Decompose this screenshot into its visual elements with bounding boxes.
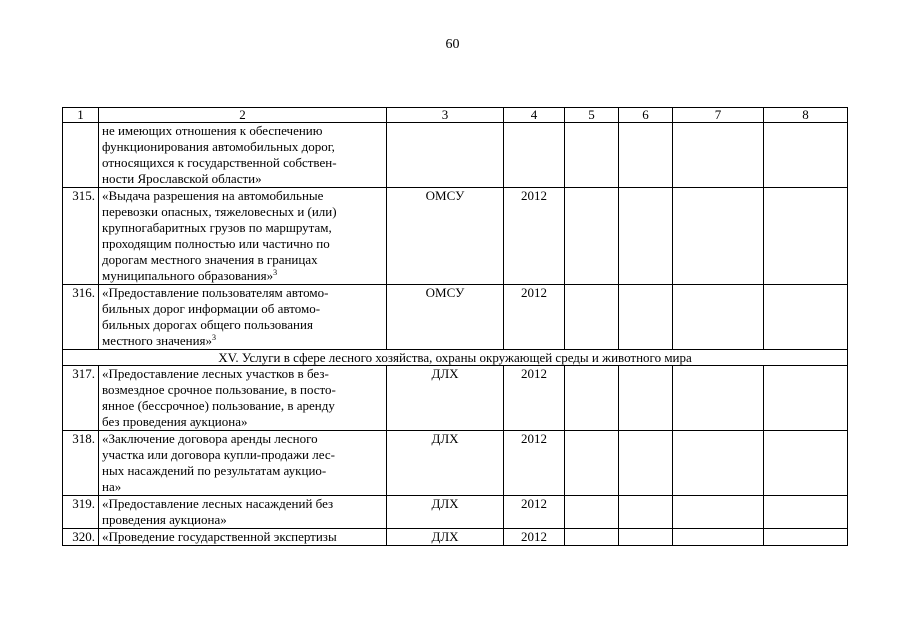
service-name-line	[102, 204, 383, 220]
empty-cell	[619, 285, 673, 350]
service-name-text: без проведения аукциона»	[102, 414, 248, 429]
service-name	[99, 366, 387, 431]
column-number: 5	[565, 108, 619, 123]
service-name-line	[102, 333, 383, 349]
service-name-text: «Проведение государственной экспертизы	[102, 529, 337, 544]
service-name	[99, 285, 387, 350]
service-name-line	[102, 123, 383, 139]
service-name-text: бильных дорогах общего пользования	[102, 317, 313, 332]
service-name-text: на»	[102, 479, 122, 494]
responsible-body: ОМСУ	[387, 285, 504, 350]
empty-cell	[673, 366, 764, 431]
column-number: 1	[63, 108, 99, 123]
service-name-text: ных насаждений по результатам аукцио-	[102, 463, 327, 478]
service-name-line	[102, 317, 383, 333]
service-name-line	[102, 463, 383, 479]
service-name-text: функционирования автомобильных дорог,	[102, 139, 335, 154]
empty-cell	[565, 496, 619, 529]
service-number: 319.	[63, 496, 99, 529]
service-name-text: «Предоставление лесных насаждений без	[102, 496, 334, 511]
empty-cell	[764, 431, 848, 496]
column-number: 4	[504, 108, 565, 123]
service-name-line	[102, 496, 383, 512]
empty-cell	[673, 496, 764, 529]
service-name-text: не имеющих отношения к обеспечению	[102, 123, 323, 138]
service-name-text: янное (бессрочное) пользование, в аренду	[102, 398, 335, 413]
service-name-line	[102, 398, 383, 414]
service-number: 315.	[63, 188, 99, 285]
service-name-text: «Предоставление пользователям автомо-	[102, 285, 329, 300]
year-cell: 2012	[504, 431, 565, 496]
empty-cell	[565, 285, 619, 350]
year-cell: 2012	[504, 188, 565, 285]
year-cell: 2012	[504, 496, 565, 529]
service-name-line	[102, 382, 383, 398]
service-name	[99, 529, 387, 546]
table-row	[63, 366, 848, 431]
service-name-line	[102, 431, 383, 447]
service-number	[63, 123, 99, 188]
table-row	[63, 431, 848, 496]
service-name-text: крупногабаритных грузов по маршрутам,	[102, 220, 332, 235]
table-row	[63, 496, 848, 529]
service-name-line	[102, 301, 383, 317]
responsible-body: ДЛХ	[387, 431, 504, 496]
empty-cell	[619, 496, 673, 529]
empty-cell	[619, 188, 673, 285]
service-name	[99, 123, 387, 188]
section-title: XV. Услуги в сфере лесного хозяйства, охраны окружающей среды и животного мира	[63, 350, 848, 366]
service-number: 320.	[63, 529, 99, 546]
service-name-line	[102, 236, 383, 252]
column-number-row	[63, 108, 848, 123]
empty-cell	[619, 366, 673, 431]
service-number: 318.	[63, 431, 99, 496]
table-body	[63, 108, 848, 546]
service-name-text: относящихся к государственной собствен-	[102, 155, 337, 170]
service-name-text: дорогам местного значения в границах	[102, 252, 318, 267]
services-registry-table	[62, 107, 848, 546]
service-name	[99, 431, 387, 496]
service-name-line	[102, 529, 383, 545]
empty-cell	[565, 529, 619, 546]
responsible-body: ДЛХ	[387, 529, 504, 546]
footnote-marker: 3	[212, 333, 217, 342]
column-number: 3	[387, 108, 504, 123]
service-name	[99, 188, 387, 285]
footnote-marker: 3	[273, 268, 278, 277]
service-name-text: ности Ярославской области»	[102, 171, 262, 186]
service-name-line	[102, 155, 383, 171]
empty-cell	[565, 366, 619, 431]
empty-cell	[565, 431, 619, 496]
empty-cell	[764, 123, 848, 188]
empty-cell	[565, 188, 619, 285]
service-name-text: участка или договора купли-продажи лес-	[102, 447, 335, 462]
page-number: 60	[445, 37, 460, 52]
service-name-text: «Выдача разрешения на автомобильные	[102, 188, 324, 203]
empty-cell	[764, 188, 848, 285]
year-cell: 2012	[504, 285, 565, 350]
service-name-line	[102, 512, 383, 528]
year-cell: 2012	[504, 529, 565, 546]
year-cell: 2012	[504, 366, 565, 431]
service-name-text: бильных дорог информации об автомо-	[102, 301, 321, 316]
empty-cell	[764, 496, 848, 529]
responsible-body: ОМСУ	[387, 188, 504, 285]
service-name-text: проведения аукциона»	[102, 512, 227, 527]
service-name-text: проходящим полностью или частично по	[102, 236, 330, 251]
year-cell	[504, 123, 565, 188]
service-name-line	[102, 188, 383, 204]
empty-cell	[619, 529, 673, 546]
service-name-line	[102, 479, 383, 495]
empty-cell	[764, 285, 848, 350]
section-header-row	[63, 350, 848, 366]
column-number: 2	[99, 108, 387, 123]
service-name-text: «Заключение договора аренды лесного	[102, 431, 318, 446]
column-number: 8	[764, 108, 848, 123]
empty-cell	[764, 529, 848, 546]
service-name-line	[102, 268, 383, 284]
empty-cell	[673, 529, 764, 546]
service-name-line	[102, 220, 383, 236]
service-name-line	[102, 366, 383, 382]
empty-cell	[673, 188, 764, 285]
service-name-text: перевозки опасных, тяжеловесных и (или)	[102, 204, 337, 219]
table-row	[63, 285, 848, 350]
service-number: 317.	[63, 366, 99, 431]
table-row	[63, 123, 848, 188]
service-name-line	[102, 414, 383, 430]
service-name	[99, 496, 387, 529]
service-name-text: муниципального образования»	[102, 268, 274, 283]
service-name-text: возмездное срочное пользование, в посто-	[102, 382, 336, 397]
empty-cell	[619, 123, 673, 188]
service-name-line	[102, 285, 383, 301]
service-name-text: «Предоставление лесных участков в без-	[102, 366, 329, 381]
table-row	[63, 529, 848, 546]
column-number: 7	[673, 108, 764, 123]
service-name-line	[102, 139, 383, 155]
column-number: 6	[619, 108, 673, 123]
responsible-body: ДЛХ	[387, 366, 504, 431]
empty-cell	[673, 123, 764, 188]
empty-cell	[764, 366, 848, 431]
responsible-body: ДЛХ	[387, 496, 504, 529]
service-name-text: местного значения»	[102, 333, 213, 348]
service-name-line	[102, 252, 383, 268]
responsible-body	[387, 123, 504, 188]
empty-cell	[619, 431, 673, 496]
service-number: 316.	[63, 285, 99, 350]
empty-cell	[565, 123, 619, 188]
empty-cell	[673, 431, 764, 496]
service-name-line	[102, 447, 383, 463]
table-row	[63, 188, 848, 285]
empty-cell	[673, 285, 764, 350]
service-name-line	[102, 171, 383, 187]
